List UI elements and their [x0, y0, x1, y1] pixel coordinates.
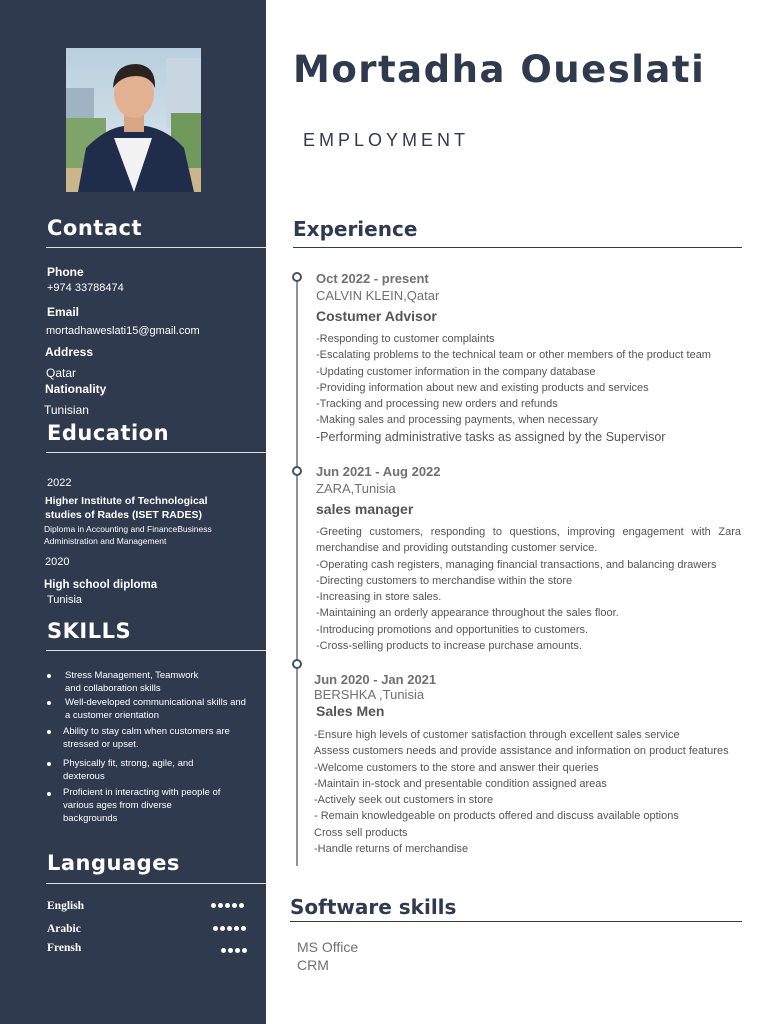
- job-description: -Responding to customer complaints -Escalating problems to the technical team or other members of the product team -Updating customer information in the company database -Providing information about new and existing products and services -Tracking and processing new orders and refunds -Making sales and processing payments, when necessary -Performing administrative tasks as assigned by the Supervisor: [316, 333, 711, 444]
- address-label: Address: [45, 345, 94, 359]
- contact-heading: Contact: [47, 216, 142, 240]
- skill-item: Well-developed communicational skills and a customer orientation: [65, 697, 246, 721]
- timeline-node-icon: [292, 659, 302, 669]
- sidebar: [0, 0, 266, 1024]
- job-period: Jun 2021 - Aug 2022: [316, 464, 441, 479]
- contact-divider: [46, 247, 266, 248]
- skills-heading: SKILLS: [47, 619, 132, 643]
- language-level: [211, 903, 244, 908]
- job-description: -Greeting customers, responding to questions, improving engagement with Zara merchandise and providing outstanding customer service. -Operating cash registers, managing financial transactions, and balancing drawers -Directing customers to merchandise within the store -Increasing in store sales. -Maintaining an orderly appearance throughout the sales floor. -Introducing promotions and opportunities to customers. -Cross-selling products to increase purchase amounts.: [316, 526, 741, 653]
- software-divider: [290, 921, 742, 922]
- education-title: Higher Institute of Technological studies of Rades (ISET RADES): [45, 495, 208, 521]
- software-item: CRM: [297, 957, 329, 973]
- phone-value: +974 33788474: [47, 282, 124, 294]
- job-role: Sales Men: [316, 703, 385, 719]
- job-title: EMPLOYMENT: [303, 130, 470, 150]
- skill-item: Stress Management, Teamwork and collaboration skills: [65, 670, 199, 694]
- job-description: -Ensure high levels of customer satisfaction through excellent sales service Assess customers needs and provide assistance and information on product features -Welcome customers to the store and answer their queries -Maintain in-stock and presentable condition assigned areas -Actively seek out customers in store - Remain knowledgeable on products offered and discuss available options Cross sell products -Handle returns of merchandise: [314, 729, 729, 856]
- job-company: CALVIN KLEIN,Qatar: [316, 288, 440, 303]
- bullet-icon: [47, 674, 51, 678]
- language-name: Arabic: [47, 923, 81, 935]
- software-item: MS Office: [297, 939, 359, 955]
- education-detail: Diploma in Accounting and FinanceBusiness Administration and Management: [44, 524, 212, 546]
- email-value: mortadhaweslati15@gmail.com: [46, 325, 200, 337]
- education-year: 2022: [47, 477, 72, 489]
- software-list: [297, 938, 358, 974]
- education-divider: [46, 452, 266, 453]
- main-content: [266, 0, 768, 1024]
- language-name: English: [47, 900, 85, 912]
- job-period: Oct 2022 - present: [316, 271, 429, 286]
- job-period: Jun 2020 - Jan 2021: [314, 672, 437, 687]
- language-level: [213, 926, 246, 931]
- experience-heading: Experience: [293, 217, 418, 241]
- language-name: Frensh: [47, 942, 82, 954]
- education-detail: Tunisia: [47, 594, 83, 606]
- address-value: Qatar: [46, 366, 77, 380]
- phone-label: Phone: [47, 265, 84, 279]
- job-company: BERSHKA ,Tunisia: [314, 687, 425, 702]
- education-year: 2020: [45, 556, 70, 568]
- bullet-icon: [47, 762, 51, 766]
- bullet-icon: [47, 701, 51, 705]
- timeline-line: [296, 278, 298, 866]
- job-company: ZARA,Tunisia: [316, 481, 396, 496]
- timeline-node-icon: [292, 466, 302, 476]
- bullet-icon: [47, 792, 51, 796]
- skill-item: Ability to stay calm when customers are stressed or upset.: [63, 726, 230, 750]
- software-heading: Software skills: [290, 895, 457, 919]
- candidate-name: Mortadha Oueslati: [293, 48, 706, 91]
- education-heading: Education: [47, 421, 170, 445]
- languages-heading: Languages: [47, 851, 180, 875]
- job-role: Costumer Advisor: [316, 308, 437, 324]
- education-title: High school diploma: [44, 579, 158, 591]
- nationality-value: Tunisian: [44, 403, 89, 417]
- timeline-node-icon: [292, 272, 302, 282]
- languages-divider: [46, 883, 266, 884]
- email-label: Email: [47, 305, 80, 319]
- nationality-label: Nationality: [45, 382, 107, 396]
- language-level: [221, 948, 247, 953]
- experience-divider: [293, 247, 742, 248]
- profile-photo: [66, 48, 201, 192]
- skills-divider: [46, 650, 266, 651]
- skill-item: Proficient in interacting with people of various ages from diverse backgrounds: [63, 787, 221, 824]
- skill-item: Physically fit, strong, agile, and dexterous: [63, 758, 194, 782]
- job-role: sales manager: [316, 501, 414, 517]
- bullet-icon: [47, 730, 51, 734]
